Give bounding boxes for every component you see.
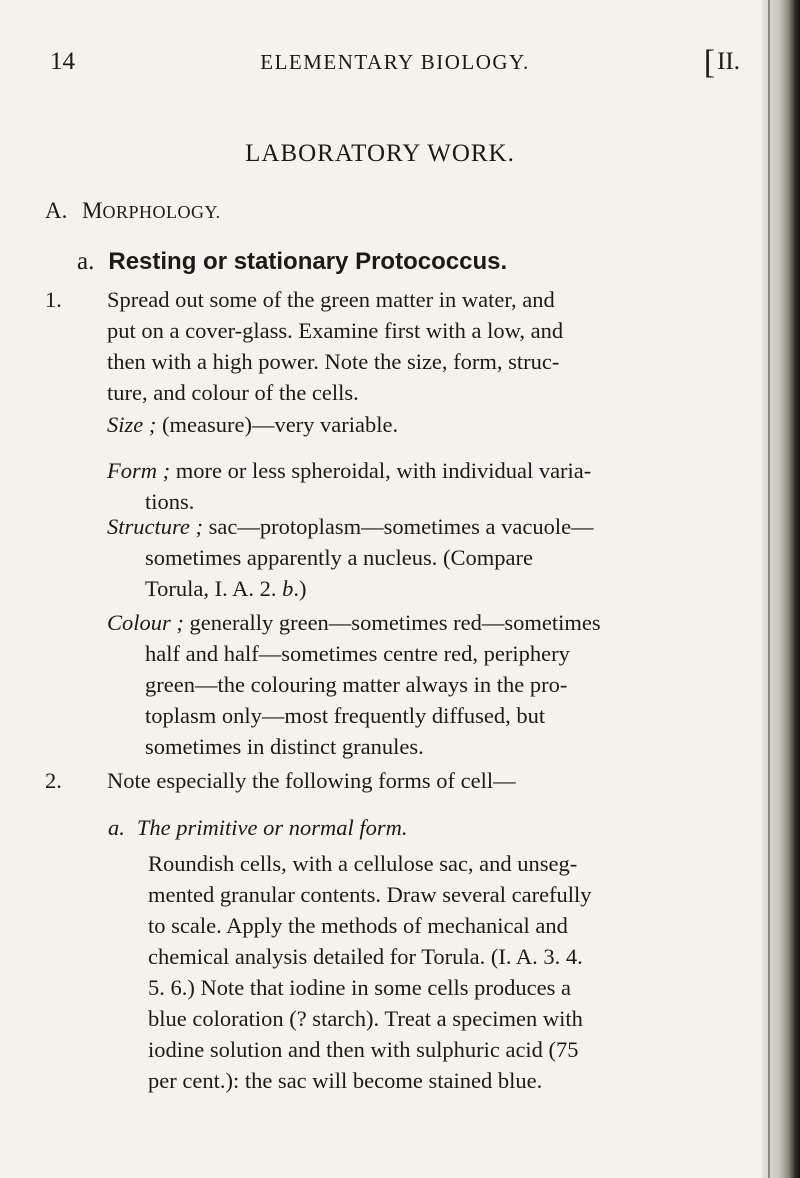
item-1-text [107, 284, 735, 408]
structure-text: Torula, I. A. 2. [145, 576, 283, 601]
colour-text: half and half—sometimes centre red, periphery [145, 641, 570, 666]
colour-text: generally green—sometimes red—sometimes [189, 610, 601, 635]
primitive-form-heading [108, 812, 735, 843]
colour-text: green—the colouring matter always in the pro- [145, 672, 568, 697]
colour-text: sometimes in distinct granules. [145, 734, 424, 759]
form-text: tions. [145, 489, 195, 514]
size-text: (measure)—very variable. [162, 412, 399, 437]
text-line: Roundish cells, with a cellulose sac, and unseg- [148, 851, 578, 876]
sub-label: a. [108, 815, 125, 840]
chapter-marker [703, 44, 740, 81]
structure-ref-letter: b [282, 576, 294, 601]
text-line: put on a cover-glass. Examine first with a low, and [107, 318, 564, 343]
page-number: 14 [50, 48, 75, 75]
subheading-label: a. [77, 248, 95, 275]
text-line: blue coloration (? starch). Treat a specimen with [148, 1006, 583, 1031]
size-label: Size ; [107, 412, 157, 437]
structure-text: sometimes apparently a nucleus. (Compare [145, 545, 534, 570]
colour-text: toplasm only—most frequently diffused, but [145, 703, 546, 728]
text-line: iodine solution and then with sulphuric acid (75 [148, 1037, 579, 1062]
text-line: per cent.): the sac will become stained blue. [148, 1068, 543, 1093]
colour-label: Colour ; [107, 610, 184, 635]
subheading-resting-protococcus [77, 248, 507, 276]
subheading-title: Resting or stationary Protococcus. [108, 248, 508, 275]
running-title: ELEMENTARY BIOLOGY. [260, 50, 530, 74]
heading-rest: ORPHOLOGY. [102, 202, 221, 222]
heading-label: A. [45, 198, 68, 223]
item-1 [45, 284, 735, 408]
item-2-intro: Note especially the following forms of cell— [107, 768, 516, 793]
primitive-form-body [148, 848, 738, 1096]
text-line: ture, and colour of the cells. [107, 380, 359, 405]
chapter-number: II. [717, 48, 740, 75]
item-number: 1. [45, 287, 62, 312]
section-title: LABORATORY WORK. [245, 140, 515, 167]
item-2 [45, 765, 735, 796]
form-note [107, 455, 735, 517]
heading-morphology [45, 198, 221, 224]
form-text: more or less spheroidal, with individual varia- [175, 458, 592, 483]
text-line: then with a high power. Note the size, form, struc- [107, 349, 560, 374]
text-line: 5. 6.) Note that iodine in some cells produces a [148, 975, 572, 1000]
size-note [107, 409, 735, 440]
gutter-line [768, 0, 770, 1178]
text-line: chemical analysis detailed for Torula. (I. A. 3. 4. [148, 944, 583, 969]
text-line: Spread out some of the green matter in water, and [107, 287, 555, 312]
structure-text-end: .) [293, 576, 307, 601]
text-line: mented granular contents. Draw several carefully [148, 882, 592, 907]
heading-initial: M [82, 198, 103, 223]
form-label: Form ; [107, 458, 171, 483]
structure-note [107, 511, 735, 604]
colour-note [107, 607, 735, 762]
sub-title: The primitive or normal form. [136, 815, 408, 840]
text-line: to scale. Apply the methods of mechanical and [148, 913, 568, 938]
running-header [50, 44, 740, 88]
structure-text: sac—protoplasm—sometimes a vacuole— [208, 514, 594, 539]
item-number: 2. [45, 768, 62, 793]
chapter-bracket: [ [703, 44, 716, 81]
structure-label: Structure ; [107, 514, 204, 539]
